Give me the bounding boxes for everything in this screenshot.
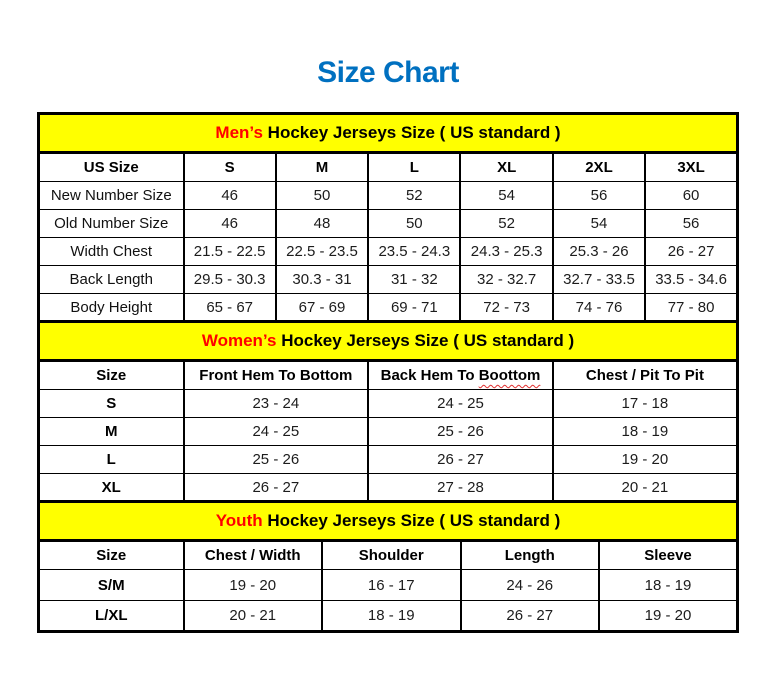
cell: 20 - 21 (184, 601, 323, 632)
row-label: Old Number Size (39, 210, 184, 238)
cell: 26 - 27 (461, 601, 600, 632)
cell: 27 - 28 (368, 474, 553, 502)
cell: 54 (460, 182, 552, 210)
womens-section-title-accent: Women’s (201, 331, 277, 350)
youth-section-title (39, 502, 738, 541)
youth-col-header: Sleeve (599, 541, 738, 570)
cell: 25 - 26 (368, 418, 553, 446)
mens-section-header-row (39, 114, 738, 153)
back-hem-label-prefix: Back Hem To (380, 367, 479, 384)
cell: 26 - 27 (368, 446, 553, 474)
table-row (39, 446, 738, 474)
back-hem-misspelled-word: Boottom (478, 367, 541, 384)
cell: 54 (553, 210, 645, 238)
cell: 52 (460, 210, 552, 238)
cell: 18 - 19 (553, 418, 738, 446)
youth-section-title-rest: Hockey Jerseys Size ( US standard ) (262, 511, 561, 530)
cell: 65 - 67 (184, 294, 276, 322)
womens-column-header-row (39, 361, 738, 390)
cell: 23.5 - 24.3 (368, 238, 460, 266)
cell: 22.5 - 23.5 (276, 238, 368, 266)
womens-section-header-row (39, 322, 738, 361)
cell: 24 - 25 (184, 418, 369, 446)
youth-col-header: Chest / Width (184, 541, 323, 570)
cell: 46 (184, 210, 276, 238)
cell: 16 - 17 (322, 570, 461, 601)
page-title: Size Chart (317, 56, 459, 89)
row-label: Body Height (39, 294, 184, 322)
womens-section-title (39, 322, 738, 361)
cell: 69 - 71 (368, 294, 460, 322)
mens-size-table (37, 112, 739, 323)
cell: 26 - 27 (184, 474, 369, 502)
mens-col-header: 2XL (553, 153, 645, 182)
cell: 30.3 - 31 (276, 266, 368, 294)
cell: 72 - 73 (460, 294, 552, 322)
womens-section-title-rest: Hockey Jerseys Size ( US standard ) (276, 331, 575, 350)
womens-size-table (37, 320, 739, 503)
youth-column-header-row (39, 541, 738, 570)
cell: 20 - 21 (553, 474, 738, 502)
cell: 46 (184, 182, 276, 210)
cell: 17 - 18 (553, 390, 738, 418)
mens-col-header: XL (460, 153, 552, 182)
cell: 29.5 - 30.3 (184, 266, 276, 294)
cell: 56 (553, 182, 645, 210)
cell: 24 - 25 (368, 390, 553, 418)
youth-col-header: Length (461, 541, 600, 570)
table-row (39, 390, 738, 418)
youth-section-title-accent: Youth (215, 511, 263, 530)
cell: 32.7 - 33.5 (553, 266, 645, 294)
mens-col-header: S (184, 153, 276, 182)
mens-section-title (39, 114, 738, 153)
womens-col-header: Size (39, 361, 184, 390)
youth-section-header-row (39, 502, 738, 541)
row-label: New Number Size (39, 182, 184, 210)
size-label: L/XL (39, 601, 184, 632)
table-row (39, 266, 738, 294)
table-row (39, 210, 738, 238)
cell: 19 - 20 (553, 446, 738, 474)
mens-col-header: 3XL (645, 153, 737, 182)
row-label: Back Length (39, 266, 184, 294)
table-row (39, 601, 738, 632)
size-label: S (39, 390, 184, 418)
size-label: S/M (39, 570, 184, 601)
cell: 74 - 76 (553, 294, 645, 322)
cell: 19 - 20 (184, 570, 323, 601)
cell: 18 - 19 (322, 601, 461, 632)
cell: 31 - 32 (368, 266, 460, 294)
mens-column-header-row (39, 153, 738, 182)
cell: 25 - 26 (184, 446, 369, 474)
mens-col-header: US Size (39, 153, 184, 182)
cell: 52 (368, 182, 460, 210)
cell: 26 - 27 (645, 238, 737, 266)
table-row (39, 294, 738, 322)
mens-section-title-rest: Hockey Jerseys Size ( US standard ) (262, 123, 561, 142)
size-label: XL (39, 474, 184, 502)
cell: 67 - 69 (276, 294, 368, 322)
cell: 50 (276, 182, 368, 210)
table-row (39, 182, 738, 210)
cell: 19 - 20 (599, 601, 738, 632)
table-row (39, 570, 738, 601)
cell: 56 (645, 210, 737, 238)
cell: 33.5 - 34.6 (645, 266, 737, 294)
table-row (39, 418, 738, 446)
cell: 21.5 - 22.5 (184, 238, 276, 266)
mens-section-title-accent: Men’s (215, 123, 263, 142)
cell: 18 - 19 (599, 570, 738, 601)
size-chart (37, 112, 739, 633)
cell: 60 (645, 182, 737, 210)
cell: 32 - 32.7 (460, 266, 552, 294)
cell: 50 (368, 210, 460, 238)
cell: 77 - 80 (645, 294, 737, 322)
row-label: Width Chest (39, 238, 184, 266)
cell: 25.3 - 26 (553, 238, 645, 266)
youth-col-header: Size (39, 541, 184, 570)
cell: 23 - 24 (184, 390, 369, 418)
womens-col-header-back-hem (368, 361, 553, 390)
table-row (39, 474, 738, 502)
mens-col-header: L (368, 153, 460, 182)
mens-col-header: M (276, 153, 368, 182)
youth-col-header: Shoulder (322, 541, 461, 570)
cell: 24 - 26 (461, 570, 600, 601)
cell: 24.3 - 25.3 (460, 238, 552, 266)
youth-size-table (37, 500, 739, 633)
size-label: M (39, 418, 184, 446)
womens-col-header: Chest / Pit To Pit (553, 361, 738, 390)
size-label: L (39, 446, 184, 474)
table-row (39, 238, 738, 266)
womens-col-header: Front Hem To Bottom (184, 361, 369, 390)
cell: 48 (276, 210, 368, 238)
